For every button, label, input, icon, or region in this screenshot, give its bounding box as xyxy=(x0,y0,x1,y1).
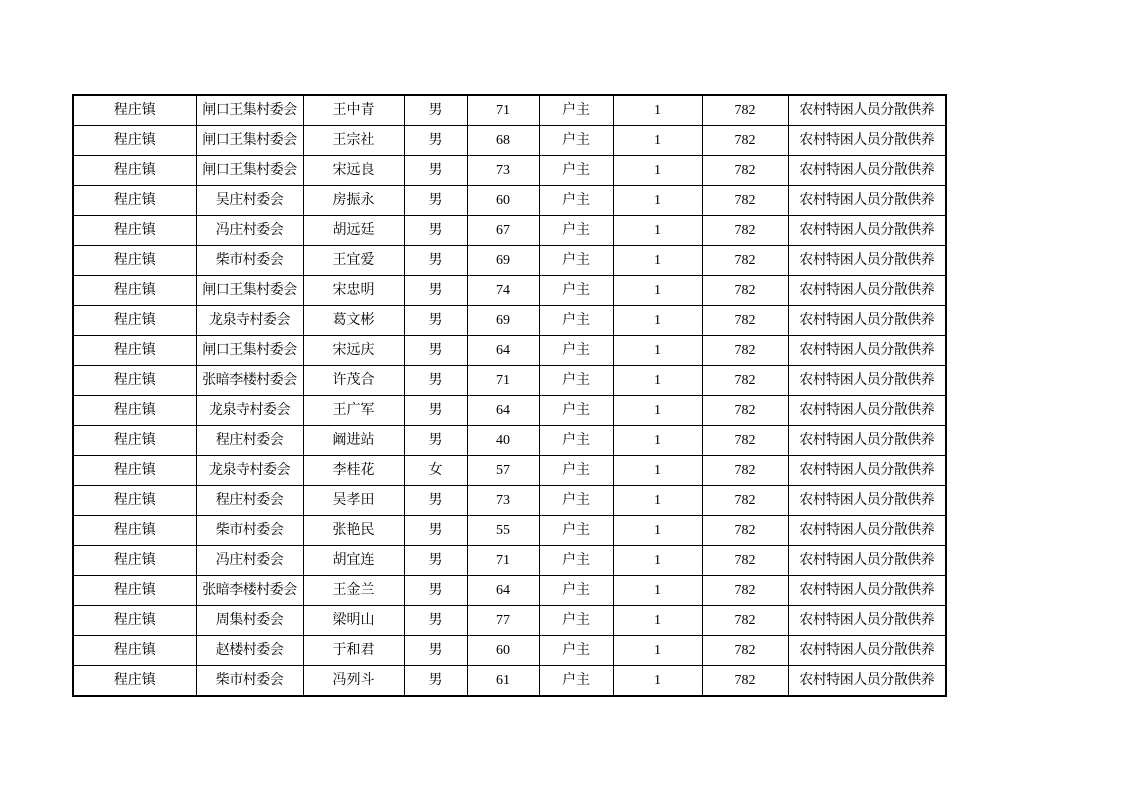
table-row xyxy=(73,546,946,576)
household-size-cell: 1 xyxy=(613,156,702,186)
household-size-cell: 1 xyxy=(613,666,702,697)
category-cell: 农村特困人员分散供养 xyxy=(788,516,946,546)
relation-cell: 户主 xyxy=(539,216,613,246)
town-cell: 程庄镇 xyxy=(73,126,196,156)
table-row xyxy=(73,486,946,516)
relation-cell: 户主 xyxy=(539,276,613,306)
category-cell: 农村特困人员分散供养 xyxy=(788,666,946,697)
village-committee-cell: 柴市村委会 xyxy=(196,516,303,546)
town-cell: 程庄镇 xyxy=(73,186,196,216)
household-size-cell: 1 xyxy=(613,486,702,516)
category-cell: 农村特困人员分散供养 xyxy=(788,126,946,156)
age-cell: 77 xyxy=(467,606,539,636)
town-cell: 程庄镇 xyxy=(73,336,196,366)
category-cell: 农村特困人员分散供养 xyxy=(788,246,946,276)
table-row xyxy=(73,126,946,156)
household-size-cell: 1 xyxy=(613,606,702,636)
category-cell: 农村特困人员分散供养 xyxy=(788,456,946,486)
village-committee-cell: 柴市村委会 xyxy=(196,666,303,697)
household-size-cell: 1 xyxy=(613,336,702,366)
town-cell: 程庄镇 xyxy=(73,276,196,306)
amount-cell: 782 xyxy=(702,336,788,366)
name-cell: 吴孝田 xyxy=(303,486,404,516)
table-row xyxy=(73,306,946,336)
age-cell: 55 xyxy=(467,516,539,546)
amount-cell: 782 xyxy=(702,606,788,636)
gender-cell: 男 xyxy=(404,396,467,426)
name-cell: 张艳民 xyxy=(303,516,404,546)
village-committee-cell: 闸口王集村委会 xyxy=(196,95,303,126)
town-cell: 程庄镇 xyxy=(73,396,196,426)
name-cell: 梁明山 xyxy=(303,606,404,636)
household-size-cell: 1 xyxy=(613,546,702,576)
amount-cell: 782 xyxy=(702,186,788,216)
gender-cell: 男 xyxy=(404,606,467,636)
name-cell: 王金兰 xyxy=(303,576,404,606)
household-size-cell: 1 xyxy=(613,576,702,606)
age-cell: 64 xyxy=(467,396,539,426)
name-cell: 李桂花 xyxy=(303,456,404,486)
table-row xyxy=(73,246,946,276)
table-row xyxy=(73,186,946,216)
age-cell: 67 xyxy=(467,216,539,246)
category-cell: 农村特困人员分散供养 xyxy=(788,336,946,366)
age-cell: 40 xyxy=(467,426,539,456)
household-size-cell: 1 xyxy=(613,216,702,246)
relation-cell: 户主 xyxy=(539,396,613,426)
age-cell: 71 xyxy=(467,546,539,576)
gender-cell: 男 xyxy=(404,636,467,666)
household-size-cell: 1 xyxy=(613,636,702,666)
village-committee-cell: 龙泉寺村委会 xyxy=(196,456,303,486)
relation-cell: 户主 xyxy=(539,516,613,546)
name-cell: 王广军 xyxy=(303,396,404,426)
gender-cell: 男 xyxy=(404,126,467,156)
amount-cell: 782 xyxy=(702,276,788,306)
table-row xyxy=(73,636,946,666)
relation-cell: 户主 xyxy=(539,246,613,276)
table-row xyxy=(73,576,946,606)
age-cell: 74 xyxy=(467,276,539,306)
gender-cell: 男 xyxy=(404,486,467,516)
gender-cell: 男 xyxy=(404,276,467,306)
amount-cell: 782 xyxy=(702,486,788,516)
relation-cell: 户主 xyxy=(539,156,613,186)
town-cell: 程庄镇 xyxy=(73,366,196,396)
relation-cell: 户主 xyxy=(539,126,613,156)
household-size-cell: 1 xyxy=(613,186,702,216)
village-committee-cell: 程庄村委会 xyxy=(196,486,303,516)
relation-cell: 户主 xyxy=(539,95,613,126)
relation-cell: 户主 xyxy=(539,306,613,336)
amount-cell: 782 xyxy=(702,246,788,276)
table-row xyxy=(73,456,946,486)
gender-cell: 男 xyxy=(404,576,467,606)
town-cell: 程庄镇 xyxy=(73,95,196,126)
village-committee-cell: 张暗李楼村委会 xyxy=(196,576,303,606)
name-cell: 王宜爱 xyxy=(303,246,404,276)
gender-cell: 男 xyxy=(404,246,467,276)
age-cell: 64 xyxy=(467,576,539,606)
village-committee-cell: 柴市村委会 xyxy=(196,246,303,276)
age-cell: 64 xyxy=(467,336,539,366)
relation-cell: 户主 xyxy=(539,546,613,576)
age-cell: 61 xyxy=(467,666,539,697)
gender-cell: 男 xyxy=(404,186,467,216)
village-committee-cell: 闸口王集村委会 xyxy=(196,336,303,366)
name-cell: 许茂合 xyxy=(303,366,404,396)
household-size-cell: 1 xyxy=(613,366,702,396)
town-cell: 程庄镇 xyxy=(73,516,196,546)
town-cell: 程庄镇 xyxy=(73,246,196,276)
name-cell: 王中青 xyxy=(303,95,404,126)
village-committee-cell: 冯庄村委会 xyxy=(196,546,303,576)
name-cell: 胡远廷 xyxy=(303,216,404,246)
town-cell: 程庄镇 xyxy=(73,456,196,486)
household-size-cell: 1 xyxy=(613,426,702,456)
household-size-cell: 1 xyxy=(613,246,702,276)
name-cell: 宋远庆 xyxy=(303,336,404,366)
town-cell: 程庄镇 xyxy=(73,306,196,336)
table-row xyxy=(73,95,946,126)
gender-cell: 女 xyxy=(404,456,467,486)
category-cell: 农村特困人员分散供养 xyxy=(788,576,946,606)
town-cell: 程庄镇 xyxy=(73,546,196,576)
relation-cell: 户主 xyxy=(539,486,613,516)
town-cell: 程庄镇 xyxy=(73,576,196,606)
village-committee-cell: 冯庄村委会 xyxy=(196,216,303,246)
name-cell: 冯列斗 xyxy=(303,666,404,697)
relation-cell: 户主 xyxy=(539,366,613,396)
amount-cell: 782 xyxy=(702,426,788,456)
household-size-cell: 1 xyxy=(613,95,702,126)
table-row xyxy=(73,666,946,697)
relation-cell: 户主 xyxy=(539,456,613,486)
gender-cell: 男 xyxy=(404,426,467,456)
age-cell: 69 xyxy=(467,246,539,276)
gender-cell: 男 xyxy=(404,546,467,576)
amount-cell: 782 xyxy=(702,126,788,156)
amount-cell: 782 xyxy=(702,636,788,666)
amount-cell: 782 xyxy=(702,666,788,697)
relation-cell: 户主 xyxy=(539,666,613,697)
amount-cell: 782 xyxy=(702,456,788,486)
age-cell: 60 xyxy=(467,636,539,666)
relation-cell: 户主 xyxy=(539,186,613,216)
village-committee-cell: 程庄村委会 xyxy=(196,426,303,456)
village-committee-cell: 赵楼村委会 xyxy=(196,636,303,666)
amount-cell: 782 xyxy=(702,546,788,576)
category-cell: 农村特困人员分散供养 xyxy=(788,546,946,576)
household-size-cell: 1 xyxy=(613,396,702,426)
name-cell: 阚进站 xyxy=(303,426,404,456)
town-cell: 程庄镇 xyxy=(73,666,196,697)
category-cell: 农村特困人员分散供养 xyxy=(788,486,946,516)
table-row xyxy=(73,426,946,456)
name-cell: 宋远良 xyxy=(303,156,404,186)
village-committee-cell: 龙泉寺村委会 xyxy=(196,306,303,336)
relief-roster-table xyxy=(72,94,947,697)
name-cell: 房振永 xyxy=(303,186,404,216)
gender-cell: 男 xyxy=(404,366,467,396)
table-row xyxy=(73,276,946,306)
household-size-cell: 1 xyxy=(613,456,702,486)
table-row xyxy=(73,156,946,186)
town-cell: 程庄镇 xyxy=(73,636,196,666)
gender-cell: 男 xyxy=(404,336,467,366)
amount-cell: 782 xyxy=(702,576,788,606)
table-row xyxy=(73,396,946,426)
category-cell: 农村特困人员分散供养 xyxy=(788,636,946,666)
household-size-cell: 1 xyxy=(613,126,702,156)
town-cell: 程庄镇 xyxy=(73,426,196,456)
amount-cell: 782 xyxy=(702,156,788,186)
category-cell: 农村特困人员分散供养 xyxy=(788,366,946,396)
name-cell: 宋忠明 xyxy=(303,276,404,306)
name-cell: 胡宜连 xyxy=(303,546,404,576)
village-committee-cell: 龙泉寺村委会 xyxy=(196,396,303,426)
table-row xyxy=(73,216,946,246)
relation-cell: 户主 xyxy=(539,426,613,456)
town-cell: 程庄镇 xyxy=(73,606,196,636)
amount-cell: 782 xyxy=(702,216,788,246)
category-cell: 农村特困人员分散供养 xyxy=(788,156,946,186)
village-committee-cell: 闸口王集村委会 xyxy=(196,156,303,186)
table-row xyxy=(73,606,946,636)
town-cell: 程庄镇 xyxy=(73,216,196,246)
age-cell: 57 xyxy=(467,456,539,486)
category-cell: 农村特困人员分散供养 xyxy=(788,426,946,456)
category-cell: 农村特困人员分散供养 xyxy=(788,186,946,216)
household-size-cell: 1 xyxy=(613,306,702,336)
relation-cell: 户主 xyxy=(539,576,613,606)
category-cell: 农村特困人员分散供养 xyxy=(788,606,946,636)
amount-cell: 782 xyxy=(702,366,788,396)
table-row xyxy=(73,366,946,396)
category-cell: 农村特困人员分散供养 xyxy=(788,396,946,426)
category-cell: 农村特困人员分散供养 xyxy=(788,306,946,336)
age-cell: 73 xyxy=(467,156,539,186)
village-committee-cell: 闸口王集村委会 xyxy=(196,276,303,306)
gender-cell: 男 xyxy=(404,95,467,126)
amount-cell: 782 xyxy=(702,396,788,426)
gender-cell: 男 xyxy=(404,156,467,186)
relation-cell: 户主 xyxy=(539,336,613,366)
name-cell: 葛文彬 xyxy=(303,306,404,336)
age-cell: 71 xyxy=(467,95,539,126)
table-body xyxy=(73,95,946,696)
village-committee-cell: 吴庄村委会 xyxy=(196,186,303,216)
relation-cell: 户主 xyxy=(539,606,613,636)
name-cell: 王宗社 xyxy=(303,126,404,156)
age-cell: 69 xyxy=(467,306,539,336)
village-committee-cell: 张暗李楼村委会 xyxy=(196,366,303,396)
household-size-cell: 1 xyxy=(613,276,702,306)
table-row xyxy=(73,516,946,546)
amount-cell: 782 xyxy=(702,95,788,126)
gender-cell: 男 xyxy=(404,516,467,546)
relation-cell: 户主 xyxy=(539,636,613,666)
household-size-cell: 1 xyxy=(613,516,702,546)
category-cell: 农村特困人员分散供养 xyxy=(788,276,946,306)
village-committee-cell: 周集村委会 xyxy=(196,606,303,636)
town-cell: 程庄镇 xyxy=(73,156,196,186)
name-cell: 于和君 xyxy=(303,636,404,666)
category-cell: 农村特困人员分散供养 xyxy=(788,95,946,126)
village-committee-cell: 闸口王集村委会 xyxy=(196,126,303,156)
amount-cell: 782 xyxy=(702,306,788,336)
gender-cell: 男 xyxy=(404,306,467,336)
age-cell: 71 xyxy=(467,366,539,396)
age-cell: 68 xyxy=(467,126,539,156)
category-cell: 农村特困人员分散供养 xyxy=(788,216,946,246)
town-cell: 程庄镇 xyxy=(73,486,196,516)
amount-cell: 782 xyxy=(702,516,788,546)
table-row xyxy=(73,336,946,366)
age-cell: 73 xyxy=(467,486,539,516)
gender-cell: 男 xyxy=(404,666,467,697)
age-cell: 60 xyxy=(467,186,539,216)
gender-cell: 男 xyxy=(404,216,467,246)
